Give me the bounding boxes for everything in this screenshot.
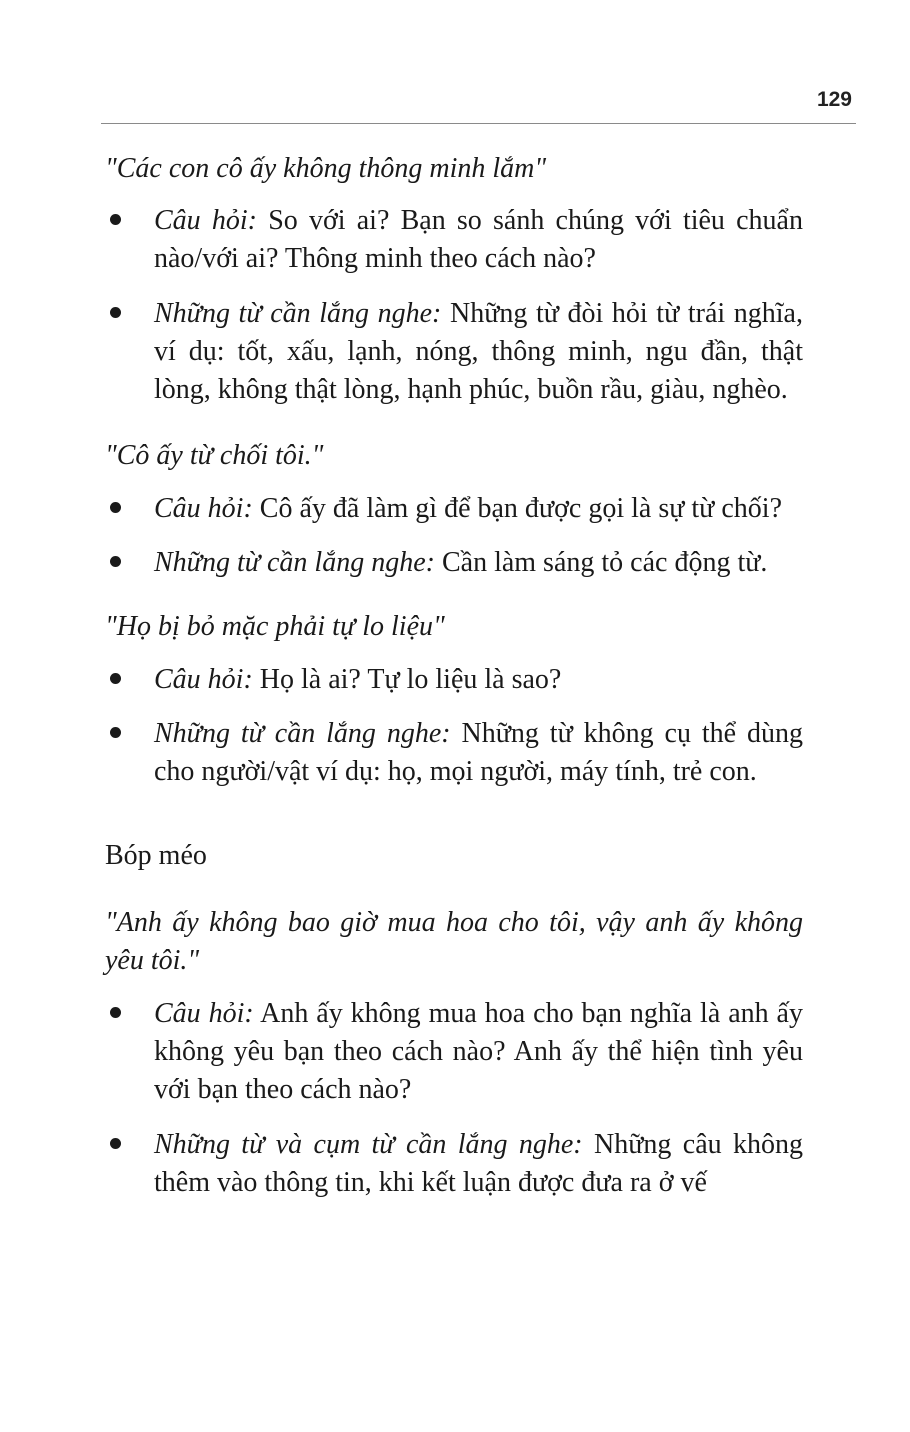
bullet-lead: Câu hỏi: xyxy=(154,998,254,1029)
page-number: 129 xyxy=(816,88,852,111)
list-item xyxy=(105,1126,803,1202)
bullet-list xyxy=(105,995,803,1202)
bullet-icon xyxy=(110,727,121,738)
list-item xyxy=(105,202,803,278)
bullet-lead: Câu hỏi: xyxy=(154,664,253,695)
bullet-icon xyxy=(110,556,121,567)
bullet-list xyxy=(105,490,803,582)
list-item xyxy=(105,295,803,409)
bullet-text: So với ai? Bạn so sánh chúng với tiêu chuẩn nào/với ai? Thông minh theo cách nào? xyxy=(154,205,803,274)
bullet-text: Anh ấy không mua hoa cho bạn nghĩa là anh ấy không yêu bạn theo cách nào? Anh ấy thể hiện tình yêu với bạn theo cách nào? xyxy=(154,998,803,1105)
bullet-lead: Câu hỏi: xyxy=(154,493,253,524)
bullet-lead: Câu hỏi: xyxy=(154,205,257,236)
list-item xyxy=(105,661,803,699)
bullet-icon xyxy=(110,1007,121,1018)
bullet-icon xyxy=(110,673,121,684)
example-quote: "Anh ấy không bao giờ mua hoa cho tôi, vậy anh ấy không yêu tôi." xyxy=(105,907,803,976)
bullet-text: Cần làm sáng tỏ các động từ. xyxy=(441,547,768,578)
bullet-text: Những từ không cụ thể dùng cho người/vật ví dụ: họ, mọi người, máy tính, trẻ con. xyxy=(154,718,803,787)
list-item xyxy=(105,490,803,528)
bullet-list xyxy=(105,661,803,791)
example-quote: "Họ bị bỏ mặc phải tự lo liệu" xyxy=(105,611,445,642)
example-quote: "Các con cô ấy không thông minh lắm" xyxy=(105,153,547,184)
header-rule xyxy=(101,123,856,124)
bullet-lead: Những từ và cụm từ cần lắng nghe: xyxy=(154,1129,583,1160)
list-item xyxy=(105,544,803,582)
bullet-icon xyxy=(110,307,121,318)
bullet-lead: Những từ cần lắng nghe: xyxy=(154,547,435,578)
bullet-icon xyxy=(110,214,121,225)
bullet-text: Những từ đòi hỏi từ trái nghĩa, ví dụ: tốt, xấu, lạnh, nóng, thông minh, ngu đần, thật lòng, không thật lòng, hạnh phúc, buồn rầu, giàu, nghèo. xyxy=(154,298,803,405)
bullet-icon xyxy=(110,1138,121,1149)
bullet-text: Những câu không thêm vào thông tin, khi kết luận được đưa ra ở vế xyxy=(154,1129,803,1198)
bullet-list xyxy=(105,202,803,409)
page-content xyxy=(105,150,803,1202)
list-item xyxy=(105,715,803,791)
bullet-lead: Những từ cần lắng nghe: xyxy=(154,298,442,329)
example-quote: "Cô ấy từ chối tôi." xyxy=(105,440,324,471)
bullet-lead: Những từ cần lắng nghe: xyxy=(154,718,451,749)
bullet-icon xyxy=(110,502,121,513)
bullet-text: Cô ấy đã làm gì để bạn được gọi là sự từ chối? xyxy=(259,493,782,524)
list-item xyxy=(105,995,803,1109)
bullet-text: Họ là ai? Tự lo liệu là sao? xyxy=(259,664,562,695)
section-title: Bóp méo xyxy=(105,840,207,871)
